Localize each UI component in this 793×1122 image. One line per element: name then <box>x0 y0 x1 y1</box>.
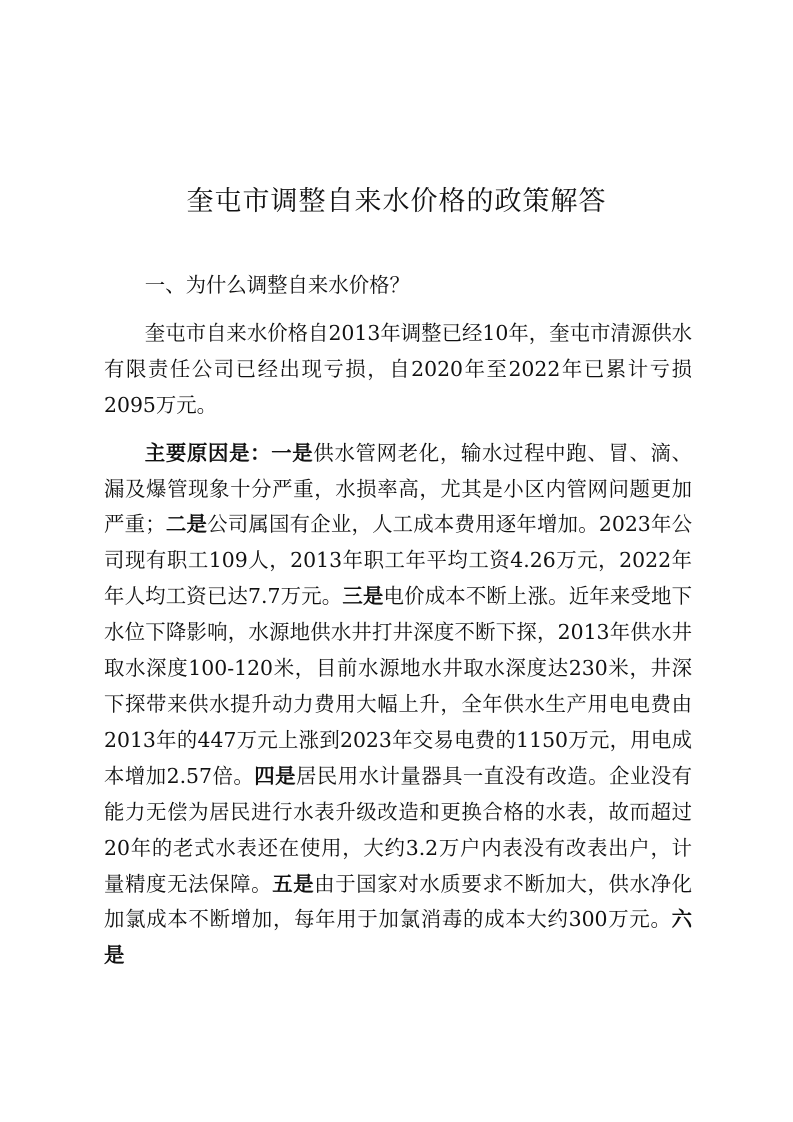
reason-2-label: 二是 <box>165 512 208 537</box>
document-title: 奎屯市调整自来水价格的政策解答 <box>186 186 607 217</box>
reasons-paragraph <box>104 436 692 975</box>
intro-paragraph: 奎屯市自来水价格自2013年调整已经10年，奎屯市清源供水有限责任公司已经出现亏损，自2020年至2022年已累计亏损2095万元。 <box>104 320 692 417</box>
reasons-lead: 主要原因是： <box>144 440 272 465</box>
reason-6-label: 六是 <box>104 907 692 968</box>
reason-3-label: 三是 <box>342 584 384 609</box>
reason-2-text: 公司属国有企业，人工成本费用逐年增加。2023年公司现有职工109人，2013年职工年平均工资4.26万元，2022年年人均工资已达7.7万元。 <box>104 512 693 609</box>
reason-3-text: 电价成本不断上涨。近年来受地下水位下降影响，水源地供水井打井深度不断下探，2013年供水井取水深度100-120米，目前水源地水井取水深度达230米，井深下探带来供水提升动力费用大幅上升，全年供水生产用电电费由2013年的447万元上涨到2023年交易电费的1150万元，用电成本增加2.57倍。 <box>104 584 693 788</box>
reason-1-text: 供水管网老化，输水过程中跑、冒、滴、漏及爆管现象十分严重，水损率高，尤其是小区内管网问题更加严重； <box>104 440 693 537</box>
section-heading: 一、为什么调整自来水价格？ <box>144 273 410 297</box>
document-body <box>104 268 692 974</box>
reason-4-text: 居民用水计量器具一直没有改造。企业没有能力无偿为居民进行水表升级改造和更换合格的水表，故而超过20年的老式水表还在使用，大约3.2万户内表没有改表出户，计量精度无法保障。 <box>104 763 693 896</box>
reason-5-label: 五是 <box>272 871 315 896</box>
reason-4-label: 四是 <box>254 763 296 788</box>
reason-1-label: 一是 <box>271 440 314 465</box>
reason-5-text: 由于国家对水质要求不断加大，供水净化加氯成本不断增加，每年用于加氯消毒的成本大约300万元。 <box>104 871 693 932</box>
